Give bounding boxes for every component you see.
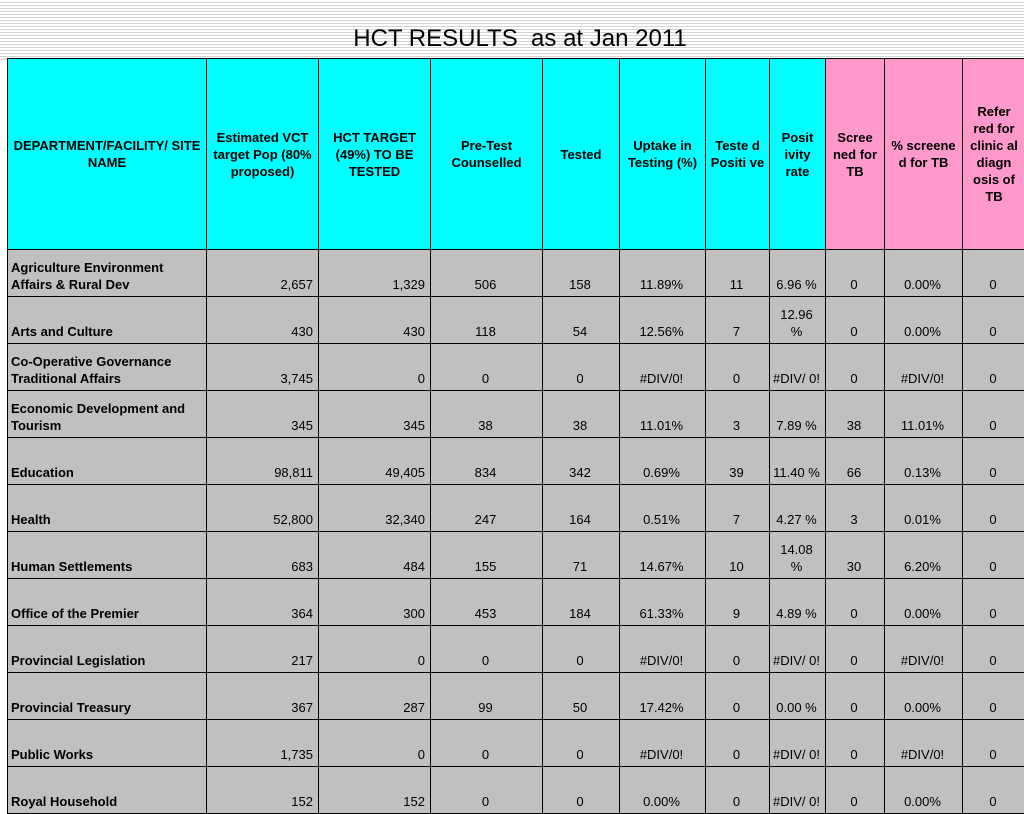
- row-target-pop: 2,657: [207, 250, 319, 297]
- table-header-row: [8, 59, 1024, 250]
- row-referred-tb: 0: [963, 250, 1024, 297]
- row-pct-screened-tb: #DIV/0!: [885, 344, 963, 391]
- row-referred-tb: 0: [963, 438, 1024, 485]
- row-positivity-rate: 4.27 %: [770, 485, 826, 532]
- row-tested: 54: [543, 297, 620, 344]
- row-tested-positive: 7: [706, 297, 770, 344]
- row-target-pop: 364: [207, 579, 319, 626]
- row-pct-screened-tb: 0.00%: [885, 579, 963, 626]
- row-department-name: Provincial Treasury: [8, 673, 207, 720]
- row-pretest: 506: [431, 250, 543, 297]
- header-uptake: Uptake in Testing (%): [620, 59, 706, 250]
- row-uptake: 0.51%: [620, 485, 706, 532]
- row-pct-screened-tb: #DIV/0!: [885, 720, 963, 767]
- row-hct-target: 49,405: [319, 438, 431, 485]
- row-pct-screened-tb: 0.00%: [885, 673, 963, 720]
- row-screened-tb: 0: [826, 250, 885, 297]
- row-pct-screened-tb: #DIV/0!: [885, 626, 963, 673]
- row-target-pop: 1,735: [207, 720, 319, 767]
- row-department-name: Human Settlements: [8, 532, 207, 579]
- row-tested-positive: 0: [706, 344, 770, 391]
- row-tested-positive: 11: [706, 250, 770, 297]
- header-screened-tb: Scree ned for TB: [826, 59, 885, 250]
- row-referred-tb: 0: [963, 344, 1024, 391]
- row-tested-positive: 0: [706, 720, 770, 767]
- table-row: [8, 485, 1024, 532]
- row-referred-tb: 0: [963, 297, 1024, 344]
- row-referred-tb: 0: [963, 767, 1024, 814]
- row-target-pop: 217: [207, 626, 319, 673]
- row-screened-tb: 0: [826, 579, 885, 626]
- row-pretest: 247: [431, 485, 543, 532]
- row-pct-screened-tb: 6.20%: [885, 532, 963, 579]
- row-screened-tb: 0: [826, 767, 885, 814]
- row-uptake: 17.42%: [620, 673, 706, 720]
- row-tested: 342: [543, 438, 620, 485]
- table-row: [8, 391, 1024, 438]
- row-pct-screened-tb: 0.00%: [885, 297, 963, 344]
- row-pretest: 118: [431, 297, 543, 344]
- row-tested: 0: [543, 626, 620, 673]
- row-uptake: 0.69%: [620, 438, 706, 485]
- row-uptake: 11.01%: [620, 391, 706, 438]
- row-pretest: 0: [431, 626, 543, 673]
- header-tested: Tested: [543, 59, 620, 250]
- row-pretest: 38: [431, 391, 543, 438]
- row-target-pop: 345: [207, 391, 319, 438]
- row-hct-target: 0: [319, 344, 431, 391]
- row-department-name: Public Works: [8, 720, 207, 767]
- row-positivity-rate: #DIV/ 0!: [770, 344, 826, 391]
- row-hct-target: 0: [319, 626, 431, 673]
- row-positivity-rate: 0.00 %: [770, 673, 826, 720]
- table-row: [8, 344, 1024, 391]
- row-positivity-rate: #DIV/ 0!: [770, 626, 826, 673]
- table-body: [8, 250, 1024, 814]
- row-positivity-rate: 14.08 %: [770, 532, 826, 579]
- table-row: [8, 720, 1024, 767]
- row-pct-screened-tb: 0.01%: [885, 485, 963, 532]
- row-hct-target: 152: [319, 767, 431, 814]
- row-tested-positive: 7: [706, 485, 770, 532]
- header-pretest: Pre-Test Counselled: [431, 59, 543, 250]
- row-screened-tb: 0: [826, 344, 885, 391]
- row-tested-positive: 3: [706, 391, 770, 438]
- row-hct-target: 430: [319, 297, 431, 344]
- row-screened-tb: 38: [826, 391, 885, 438]
- row-hct-target: 345: [319, 391, 431, 438]
- row-pct-screened-tb: 0.00%: [885, 250, 963, 297]
- table-row: [8, 297, 1024, 344]
- table-row: [8, 532, 1024, 579]
- row-uptake: #DIV/0!: [620, 626, 706, 673]
- row-tested-positive: 10: [706, 532, 770, 579]
- row-department-name: Health: [8, 485, 207, 532]
- row-tested-positive: 0: [706, 626, 770, 673]
- row-tested-positive: 39: [706, 438, 770, 485]
- row-pretest: 453: [431, 579, 543, 626]
- row-hct-target: 300: [319, 579, 431, 626]
- row-tested: 164: [543, 485, 620, 532]
- row-positivity-rate: 4.89 %: [770, 579, 826, 626]
- row-tested-positive: 0: [706, 673, 770, 720]
- row-referred-tb: 0: [963, 673, 1024, 720]
- row-tested-positive: 0: [706, 767, 770, 814]
- table-row: [8, 250, 1024, 297]
- row-pct-screened-tb: 0.00%: [885, 767, 963, 814]
- row-pct-screened-tb: 0.13%: [885, 438, 963, 485]
- row-department-name: Education: [8, 438, 207, 485]
- row-pretest: 99: [431, 673, 543, 720]
- row-screened-tb: 0: [826, 297, 885, 344]
- row-hct-target: 287: [319, 673, 431, 720]
- row-target-pop: 430: [207, 297, 319, 344]
- row-pretest: 0: [431, 344, 543, 391]
- table-row: [8, 626, 1024, 673]
- row-pretest: 155: [431, 532, 543, 579]
- row-target-pop: 152: [207, 767, 319, 814]
- row-department-name: Royal Household: [8, 767, 207, 814]
- row-hct-target: 1,329: [319, 250, 431, 297]
- row-uptake: #DIV/0!: [620, 720, 706, 767]
- row-tested-positive: 9: [706, 579, 770, 626]
- row-uptake: 0.00%: [620, 767, 706, 814]
- row-referred-tb: 0: [963, 626, 1024, 673]
- row-department-name: Provincial Legislation: [8, 626, 207, 673]
- row-target-pop: 683: [207, 532, 319, 579]
- header-target-pop: Estimated VCT target Pop (80% proposed): [207, 59, 319, 250]
- row-pretest: 0: [431, 767, 543, 814]
- row-uptake: #DIV/0!: [620, 344, 706, 391]
- row-screened-tb: 0: [826, 673, 885, 720]
- row-tested: 38: [543, 391, 620, 438]
- header-positivity-rate: Posit ivity rate: [770, 59, 826, 250]
- row-positivity-rate: 11.40 %: [770, 438, 826, 485]
- row-tested: 184: [543, 579, 620, 626]
- row-referred-tb: 0: [963, 532, 1024, 579]
- row-pretest: 0: [431, 720, 543, 767]
- row-positivity-rate: #DIV/ 0!: [770, 767, 826, 814]
- row-department-name: Agriculture Environment Affairs & Rural Dev: [8, 250, 207, 297]
- row-referred-tb: 0: [963, 485, 1024, 532]
- row-department-name: Co-Operative Governance Traditional Affairs: [8, 344, 207, 391]
- table-row: [8, 438, 1024, 485]
- row-referred-tb: 0: [963, 391, 1024, 438]
- row-screened-tb: 66: [826, 438, 885, 485]
- row-department-name: Economic Development and Tourism: [8, 391, 207, 438]
- row-target-pop: 3,745: [207, 344, 319, 391]
- row-tested: 158: [543, 250, 620, 297]
- row-department-name: Office of the Premier: [8, 579, 207, 626]
- row-screened-tb: 3: [826, 485, 885, 532]
- header-referred-tb: Refer red for clinic al diagn osis of TB: [963, 59, 1024, 250]
- row-pct-screened-tb: 11.01%: [885, 391, 963, 438]
- row-uptake: 61.33%: [620, 579, 706, 626]
- row-hct-target: 32,340: [319, 485, 431, 532]
- row-tested: 0: [543, 767, 620, 814]
- row-tested: 0: [543, 720, 620, 767]
- row-uptake: 12.56%: [620, 297, 706, 344]
- row-uptake: 14.67%: [620, 532, 706, 579]
- row-tested: 71: [543, 532, 620, 579]
- table-row: [8, 767, 1024, 814]
- row-screened-tb: 0: [826, 720, 885, 767]
- row-hct-target: 484: [319, 532, 431, 579]
- table-row: [8, 673, 1024, 720]
- row-tested: 50: [543, 673, 620, 720]
- page-title: HCT RESULTS as at Jan 2011: [0, 24, 1024, 54]
- row-positivity-rate: 6.96 %: [770, 250, 826, 297]
- row-department-name: Arts and Culture: [8, 297, 207, 344]
- header-tested-positive: Teste d Positi ve: [706, 59, 770, 250]
- row-target-pop: 52,800: [207, 485, 319, 532]
- header-pct-screened-tb: % screene d for TB: [885, 59, 963, 250]
- row-screened-tb: 0: [826, 626, 885, 673]
- header-department: DEPARTMENT/FACILITY/ SITE NAME: [8, 59, 207, 250]
- row-uptake: 11.89%: [620, 250, 706, 297]
- row-target-pop: 367: [207, 673, 319, 720]
- row-referred-tb: 0: [963, 579, 1024, 626]
- table-row: [8, 579, 1024, 626]
- row-target-pop: 98,811: [207, 438, 319, 485]
- row-referred-tb: 0: [963, 720, 1024, 767]
- row-pretest: 834: [431, 438, 543, 485]
- row-screened-tb: 30: [826, 532, 885, 579]
- row-tested: 0: [543, 344, 620, 391]
- hct-results-table: [7, 58, 1024, 814]
- row-positivity-rate: 12.96 %: [770, 297, 826, 344]
- header-hct-target: HCT TARGET (49%) TO BE TESTED: [319, 59, 431, 250]
- row-positivity-rate: 7.89 %: [770, 391, 826, 438]
- row-hct-target: 0: [319, 720, 431, 767]
- row-positivity-rate: #DIV/ 0!: [770, 720, 826, 767]
